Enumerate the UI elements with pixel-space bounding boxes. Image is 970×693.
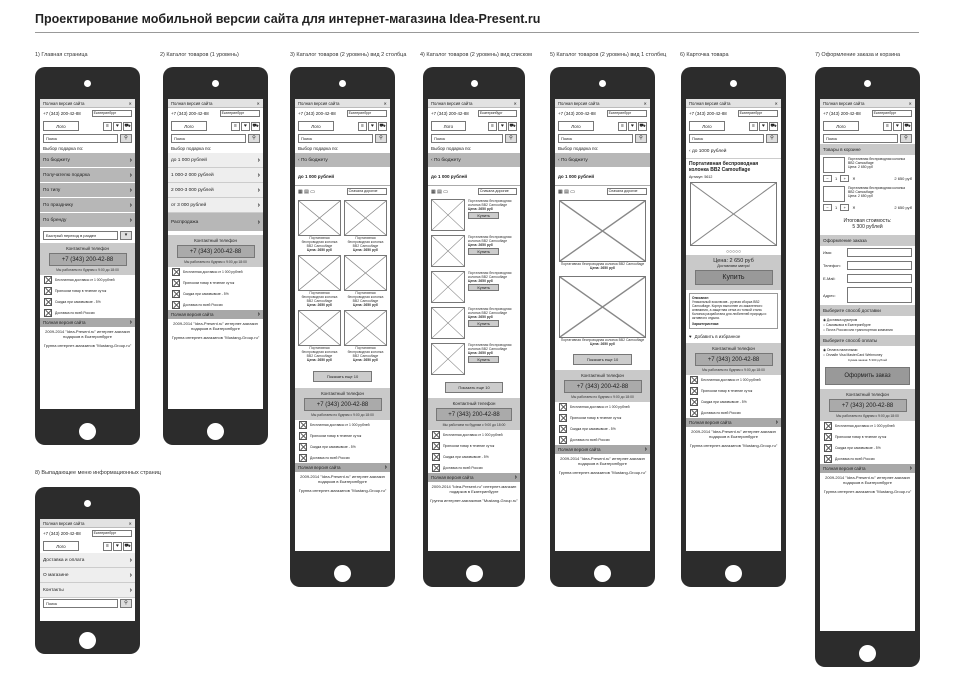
remove-icon[interactable]: ✕ [852,176,856,181]
caption-cart: 7) Оформление заказа и корзина [815,52,901,58]
order-field[interactable] [847,248,912,257]
caption-info-menu: 8) Выпадающее меню информационных страниц [35,470,161,476]
product-name: Портативная беспроводная колонка BB2 Camouflage [689,161,759,173]
info-menu-item[interactable]: Контакты › [40,583,135,598]
back-link[interactable]: ‹ до 1000 рублей [686,144,781,159]
pick-gift-label: Выбор подарка по: [43,146,84,151]
menu-icon: ≡ [231,122,240,131]
submit-order-button[interactable]: Оформить заказ [825,367,911,385]
menu-item-sale[interactable]: Распродажа › [168,213,263,232]
cart-icon[interactable]: ⛟ [124,122,131,129]
buy-button[interactable]: Купить [695,270,773,285]
title-divider [35,32,919,33]
menu-item[interactable]: По бюджету › [40,153,135,168]
sort-select[interactable]: Сначала дорогие [347,188,387,195]
cart-icon: ⛟ [252,122,259,129]
buy-button[interactable]: Купить [468,212,499,219]
product-row[interactable]: Портативная беспроводная колонка BB2 Camouflage Цена: 2650 руб Купить [428,233,520,269]
phone-product-card: Полная версия сайта ✕ +7 (343) 200-42-88 Екатеринбург Лого ≡ ♥ ⛟ Поиск ⚲ ‹ до 1000 рублей Портативная беспроводная колонка BB2 Camouflage Артикул: 5612 ○○○○○ Цена: 2 650 руб Доставляем завтра! Купить Описание: Уникальный эксклюзив - ручная сборка BB2 Camouflage. Корпус выполнен из закаленного алюминия, а защитная сетка из тонкой стали. Колонка разработана для любителей природы и активного отдыха. Характеристики: ♥ Добавить в избранное Контактный телефон +7 (343) 200-42-88 Мы работаем по будням с 9:00 до 18:00 Бесплатная доставка от 1 000 рублей Приносим товар в течение суток Скидка при самовывозе - 5% Доставка по всей России Полная версия сайта › 2009-2014 "Idea-Present.ru" интернет-магазин подарков в Екатеринбурге Группа интернет-магазинов "Mustang-Group.ru" [681,67,786,587]
nav-phone[interactable]: +7 (343) 200-42-88 [43,111,81,116]
product-column [555,197,650,349]
menu-item[interactable]: По празднику › [40,198,135,213]
buy-button[interactable]: Купить [468,320,499,327]
product-tile[interactable]: Портативная беспроводная колонка BB2 Camouflage Цена: 2650 руб [344,255,387,307]
search-input[interactable]: Поиск [171,134,246,143]
call-button[interactable]: +7 (343) 200-42-88 [177,245,255,258]
info-menu-item[interactable]: Доставка и оплата › [40,553,135,568]
heart-icon: ♥ [241,122,250,131]
chevron-right-icon: › [129,216,132,224]
phone-catalog-1col: Полная версия сайта ✕ +7 (343) 200-42-88 Екатеринбург Лого ≡ ♥ ⛟ Поиск ⚲ Выбор подарка по: ‹ По бюджету до 1 000 рублей ▦ ▤ ▭ Сначала дорогие Портативная беспроводная колонка BB2 Camouflage Цена: 2650 руб Портативная беспроводная колонка BB2 Camouflage Цена: 2650 руб Показать еще 10 Контактный телефон +7 (343) 200-42-88 Мы работаем по будням с 9:00 до 18:00 Бесплатная доставка от 1 000 рублей Приносим товар в течение суток Скидка при самовывозе - 5% Доставка по всей России Полная версия сайта › 2009-2014 "Idea-Present.ru" интернет-магазин подарков в Екатеринбурге Группа интернет-магазинов "Mustang-Group.ru" [550,67,655,587]
buy-button[interactable]: Купить [468,248,499,255]
menu-item[interactable]: 2 000-3 000 рублей › [168,183,263,198]
search-input[interactable]: Поиск [43,134,118,143]
cart-items [820,155,915,213]
menu-item[interactable]: По бренду › [40,213,135,228]
cart-item: Портативная беспроводная колонка BB2 Camouflage Цена: 2 650 руб − 1 + ✕ 2 650 руб [820,184,915,213]
call-button[interactable]: +7 (343) 200-42-88 [49,253,127,266]
home-button[interactable] [725,565,742,582]
menu-item[interactable]: По типу › [40,183,135,198]
caption-catalog-1col: 5) Каталог товаров (2 уровень) вид 1 столбец [550,52,667,58]
home-button[interactable] [79,632,96,649]
home-button[interactable] [334,565,351,582]
region-select[interactable]: Екатеринбург [220,110,260,117]
check-icon [44,298,52,306]
payment-options[interactable]: ◉ Оплата наличными ○ Онлайн Visa MasterCard Webmoney Сумма заказа: 5 300 рублей [823,348,888,362]
heart-icon: ♥ [689,334,692,339]
screen-home: Полная версия сайта ✕ +7 (343) 200-42-88 Екатеринбург Лого ≡ ♥ ⛟ Поиск ⚲ Выбор подарка по: По бюджету › Получателю подарка › По типу › По празднику › По бренду › Быстрый переход в раздел ▾ Контактный телефон +7 (343) 200-42-88 Мы работаем по будням с 9:00 до 18:00 Бесплатная доставка от 1 000 рублей Приносим товар в течение суток Скидка при самовывозе - 5% Доставка по всей России Полная версия сайта › 2009-2014 "Idea-Present.ru" интернет-магазин подарков в Екатеринбурге Группа интернет-магазинов "Mustang-Group.ru" [40,99,135,409]
show-more-button[interactable]: Показать еще 10 [313,371,372,382]
home-button[interactable] [466,565,483,582]
chevron-right-icon: › [129,171,132,179]
phone-home [35,67,140,445]
gallery-dots[interactable]: ○○○○○ [725,249,742,255]
menu-item[interactable]: Получателю подарка › [40,168,135,183]
product-tile[interactable]: Портативная беспроводная колонка BB2 Camouflage Цена: 2650 руб [344,310,387,362]
increase-button[interactable]: + [840,204,849,211]
phone-catalog-1: Полная версия сайта ✕ +7 (343) 200-42-88 Екатеринбург Лого ≡ ♥ ⛟ Поиск ⚲ Выбор подарка по: до 1 000 рублей › 1 000-2 000 рублей › 2 000-3 000 рублей › от 3 000 рублей › Распродажа › Контактный телефон +7 (343) 200-42-88 Мы работаем по будням с 9:00 до 18:00 Бесплатная доставка от 1 000 рублей Приносим товар в течение суток Скидка при самовывозе - 5% Доставка по всей России Полная версия сайта › 2009-2014 "Idea-Present.ru" интернет-магазин подарков в Екатеринбурге Группа интернет-магазинов "Mustang-Group.ru" [163,67,268,445]
chevron-right-icon: › [129,201,132,209]
buy-button[interactable]: Купить [468,356,499,363]
full-version-topbar[interactable]: Полная версия сайта ✕ [40,99,135,108]
order-field[interactable] [847,287,912,303]
increase-button[interactable]: + [840,175,849,182]
check-icon [44,287,52,295]
speaker [84,80,91,87]
page-title: Проектирование мобильной версии сайта для интернет-магазина Idea-Present.ru [35,12,541,26]
decrease-button[interactable]: − [823,175,832,182]
logo[interactable]: Лого [43,121,79,131]
cart-item: Портативная беспроводная колонка BB2 Camouflage Цена: 2 650 руб − 1 + ✕ 2 650 руб [820,155,915,184]
caption-catalog-list: 4) Каталог товаров (2 уровень) вид списком [420,52,532,58]
full-version-link[interactable]: Полная версия сайта › [40,318,135,327]
heart-icon[interactable]: ♥ [113,122,122,131]
product-row[interactable]: Портативная беспроводная колонка BB2 Camouflage Цена: 2650 руб Купить [428,305,520,341]
menu-item[interactable]: 1 000-2 000 рублей › [168,168,263,183]
chevron-right-icon: › [129,156,132,164]
check-icon [44,309,52,317]
chevron-right-icon: › [129,186,132,194]
menu-item[interactable]: до 1 000 рублей › [168,153,263,168]
home-button[interactable] [207,423,224,440]
product-row[interactable]: Портативная беспроводная колонка BB2 Camouflage Цена: 2650 руб Купить [428,197,520,233]
product-card[interactable]: Портативная беспроводная колонка BB2 Camouflage Цена: 2650 руб [555,197,650,273]
phone-catalog-list: Полная версия сайта ✕ +7 (343) 200-42-88 Екатеринбург Лого ≡ ♥ ⛟ Поиск ⚲ Выбор подарка по: ‹ По бюджету до 1 000 рублей ▦ ▤ ▭ Сначала дорогие Портативная беспроводная колонка BB2 Camouflage Цена: 2650 руб Купить Портативная беспроводная колонка BB2 Camouflage Цена: 2650 руб Купить Портативная беспроводная колонка BB2 Camouflage Цена: 2650 руб Купить Портативная беспроводная колонка BB2 Camouflage Цена: 2650 руб Купить Портативная беспроводная колонка BB2 Camouflage Цена: 2650 руб Купить Показать еще 10 Контактный телефон +7 (343) 200-42-88 Мы работаем по будням с 9:00 до 18:00 Бесплатная доставка от 1 000 рублей Приносим товар в течение суток Скидка при самовывозе - 5% Доставка по всей России Полная версия сайта › 2009-2014 "Idea-Present.ru" интернет-магазин подарков в Екатеринбурге Группа интернет-магазинов "Mustang-Group.ru" [423,67,525,587]
info-menu-item[interactable]: О магазине › [40,568,135,583]
region-select[interactable]: Екатеринбург [92,110,132,117]
menu-item[interactable]: от 3 000 рублей › [168,198,263,213]
footer-copyright: 2009-2014 "Idea-Present.ru" интернет-магазин подарков в Екатеринбурге [45,329,130,340]
order-field[interactable] [847,274,912,283]
order-form: Имя: Телефон: E-Mail: Адрес: [820,246,915,305]
phone-info-menu: Полная версия сайта ✕ +7 (343) 200-42-88 Екатеринбург Лого ≡ ♥ ⛟ Доставка и оплата › О магазине › Контакты › Поиск ⚲ [35,487,140,654]
caption-catalog-1: 2) Каталог товаров (1 уровень) [160,52,239,58]
caption-catalog-2col: 3) Каталог товаров (2 уровень) вид 2 столбца [290,52,407,58]
quick-jump-select[interactable]: Быстрый переход в раздел [43,231,118,240]
product-grid [295,197,390,365]
check-icon [44,276,52,284]
menu-icon[interactable]: ≡ [103,122,112,131]
caption-product-card: 6) Карточка товара [680,52,729,58]
add-favorite-link[interactable]: Добавить в избранное [694,334,741,339]
chevron-down-icon[interactable]: ▾ [120,231,132,240]
cart-header: Товары в корзине [820,144,915,155]
home-button[interactable] [859,645,876,662]
product-row[interactable]: Портативная беспроводная колонка BB2 Camouflage Цена: 2650 руб Купить [428,341,520,377]
product-row[interactable]: Портативная беспроводная колонка BB2 Camouflage Цена: 2650 руб Купить [428,269,520,305]
product-image[interactable] [690,182,777,246]
product-tile[interactable]: Портативная беспроводная колонка BB2 Camouflage Цена: 2650 руб [298,255,341,307]
product-tile[interactable]: Портативная беспроводная колонка BB2 Camouflage Цена: 2650 руб [298,200,341,252]
home-button[interactable] [79,423,96,440]
decrease-button[interactable]: − [823,204,832,211]
product-list [428,197,520,377]
search-icon[interactable]: ⚲ [120,134,132,143]
product-tile[interactable]: Портативная беспроводная колонка BB2 Camouflage Цена: 2650 руб [344,200,387,252]
phone-cart: Полная версия сайта ✕ +7 (343) 200-42-88 Екатеринбург Лого ≡ ♥ ⛟ Поиск ⚲ Товары в корзине Портативная беспроводная колонка BB2 Camouflage Цена: 2 650 руб − 1 + ✕ 2 650 руб Портативная беспроводная колонка BB2 Camouflage Цена: 2 650 руб − 1 + ✕ 2 650 руб Итоговая стоимость: 5 300 рублей Оформление заказа Имя: Телефон: E-Mail: Адрес: Выберите способ доставки ◉ Доставка курьером ○ Самовывоз в Екатеринбурге ○ Почта России или транспортная компания Выберите способ оплаты ◉ Оплата наличными ○ Онлайн Visa MasterCard Webmoney Сумма заказа: 5 300 рублей Оформить заказ Контактный телефон +7 (343) 200-42-88 Мы работаем по будням с 9:00 до 18:00 Бесплатная доставка от 1 000 рублей Приносим товар в течение суток Скидка при самовывозе - 5% Доставка по всей России Полная версия сайта › 2009-2014 "Idea-Present.ru" интернет-магазин подарков в Екатеринбурге Группа интернет-магазинов "Mustang-Group.ru" [815,67,920,667]
back-budget[interactable]: ‹ По бюджету [295,153,390,168]
phone-catalog-2col: Полная версия сайта ✕ +7 (343) 200-42-88 Екатеринбург Лого ≡ ♥ ⛟ Поиск ⚲ Выбор подарка по: ‹ По бюджету до 1 000 рублей ▦ ▤ ▭ Сначала дорогие Портативная беспроводная колонка BB2 Camouflage Цена: 2650 руб Портативная беспроводная колонка BB2 Camouflage Цена: 2650 руб Портативная беспроводная колонка BB2 Camouflage Цена: 2650 руб Портативная беспроводная колонка BB2 Camouflage Цена: 2650 руб Портативная беспроводная колонка BB2 Camouflage Цена: 2650 руб Портативная беспроводная колонка BB2 Camouflage Цена: 2650 руб Показать еще 10 Контактный телефон +7 (343) 200-42-88 Мы работаем по будням с 9:00 до 18:00 Бесплатная доставка от 1 000 рублей Приносим товар в течение суток Скидка при самовывозе - 5% Доставка по всей России Полная версия сайта › 2009-2014 "Idea-Present.ru" интернет-магазин подарков в Екатеринбурге Группа интернет-магазинов "Mustang-Group.ru" [290,67,395,587]
remove-icon[interactable]: ✕ [852,205,856,210]
delivery-options[interactable]: ◉ Доставка курьером ○ Самовывоз в Екатеринбурге ○ Почта России или транспортная компания [823,318,893,332]
contact-block: Контактный телефон +7 (343) 200-42-88 Мы работаем по будням с 9:00 до 18:00 [40,243,135,275]
cart-total: Итоговая стоимость: 5 300 рублей [843,218,892,230]
buy-button[interactable]: Купить [468,284,499,291]
product-tile[interactable]: Портативная беспроводная колонка BB2 Camouflage Цена: 2650 руб [298,310,341,362]
footer-group[interactable]: Группа интернет-магазинов "Mustang-Group.ru" [43,343,132,349]
product-card[interactable]: Портативная беспроводная колонка BB2 Camouflage Цена: 2650 руб [555,273,650,349]
logo[interactable]: Лого [171,121,207,131]
caption-home: 1) Главная страница [35,52,88,58]
search-icon: ⚲ [248,134,260,143]
order-field[interactable] [847,261,912,270]
home-button[interactable] [594,565,611,582]
